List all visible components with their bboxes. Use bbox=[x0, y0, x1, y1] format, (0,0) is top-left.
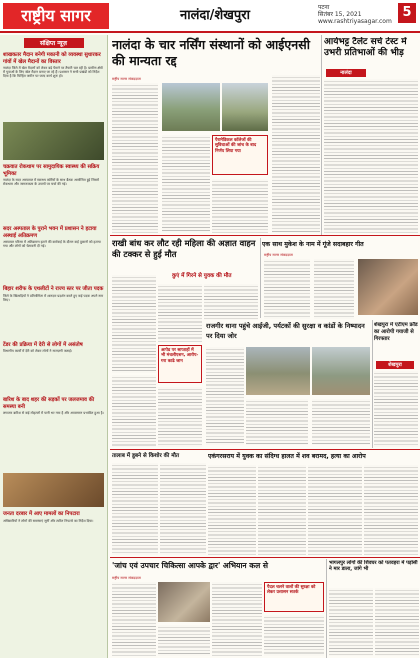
ekangarsarai-text-col-2 bbox=[258, 465, 306, 555]
rajgir-photo bbox=[246, 347, 310, 395]
mukesh-songs-headline: एक साथ मुकेश के नाम में गूंजे सदाबहार गीत bbox=[262, 241, 364, 248]
mukesh-text-col-1 bbox=[264, 259, 310, 319]
accident-text-col-3 bbox=[204, 284, 258, 320]
health-photo bbox=[158, 582, 210, 622]
rajgir-text-col-2 bbox=[246, 399, 308, 445]
newspaper-logo: राष्ट्रीय सागर bbox=[3, 3, 109, 29]
sidebar-item-body: अस्पताल परिसर में अतिक्रमण हटाने की कार्रवाई के दौरान कई दुकानों को हटाया गया और लोगों को चेतावनी दी गई। bbox=[3, 240, 101, 249]
sidebar-photo bbox=[3, 473, 104, 507]
lead-right-headline: आर्यभट्ट टैलेंट सर्च टेस्ट में उभरी प्रतिभाओं की भीड़ bbox=[324, 37, 407, 58]
pond-text-col-2 bbox=[160, 463, 206, 555]
column-divider bbox=[326, 559, 327, 658]
side-pullquote: आपेड पर साप्ताहों में भी मंथलीएशन, आरोप-गरा काढे जान bbox=[158, 345, 202, 383]
location-badge: नालंदा bbox=[326, 69, 366, 77]
pond-text-col-1 bbox=[112, 463, 158, 555]
lead-photo-1 bbox=[162, 83, 220, 131]
column-divider bbox=[372, 320, 373, 448]
lead-text-col-2 bbox=[162, 135, 210, 233]
location-badge: शेखपुरा bbox=[376, 361, 414, 369]
sidebar-item-title: जनता दरबार में आए मामलों का निपटारा bbox=[3, 511, 80, 517]
sidebar-item-body: लगातार बारिश से कई मोहल्लों में पानी भर गया है और आवागमन प्रभावित हुआ है। bbox=[3, 411, 104, 415]
section-rule bbox=[110, 557, 420, 558]
lead-headline: नालंदा के चार नर्सिंग संस्थानों को आईएनसी की मान्यता रद्द bbox=[112, 37, 310, 68]
sidebar-item bbox=[0, 509, 107, 589]
lead-photo-2 bbox=[222, 83, 268, 131]
rajgir-headline: राजगीर थाना पहुंचे आईजी, पर्यटकों की सुरक्षा व कांडों के निष्पादन पर दिया जोर bbox=[206, 322, 365, 340]
sidebar-item-body: नालंदा के सदर अस्पताल में स्वास्थ्य कर्मियों के साथ बैठक आयोजित हुई जिसमें रोकथाम और जागरूकता के उपायों पर चर्चा की गई। bbox=[3, 178, 99, 187]
masthead bbox=[0, 0, 420, 33]
sidebar-photo bbox=[3, 122, 104, 160]
sidebar-item bbox=[0, 50, 107, 120]
brief-news-sidebar bbox=[0, 35, 108, 658]
atm-fraud-headline: शेखपुरा में एटीएम फ्रॉड का आरोपी गयाजी से गिरफ्तार bbox=[374, 322, 418, 342]
health-campaign-headline: 'जांच एवं उपचार चिकित्सा आपके द्वार' अभियान कल से bbox=[112, 561, 269, 570]
pond-drowning-headline: तालाब में डूबने से किशोर की मौत bbox=[112, 453, 180, 459]
lead-text-col-4 bbox=[272, 75, 320, 233]
health-text-col-3 bbox=[212, 582, 262, 656]
well-death-headline: कुएं में गिरने से युवक की मौत bbox=[172, 273, 232, 279]
rajgir-text-col-1 bbox=[206, 347, 244, 445]
column-divider bbox=[260, 238, 261, 318]
sidebar-item bbox=[0, 395, 107, 471]
lead-right-text bbox=[324, 79, 418, 233]
ekangarsarai-text-col-3 bbox=[308, 465, 362, 555]
sidebar-item-title: बारिश के बाद शहर की सड़कों पर जलजमाव की समस्या बनी bbox=[3, 397, 95, 410]
lead-text-col-3 bbox=[212, 179, 268, 233]
accident-text-col-1 bbox=[112, 275, 156, 373]
sidebar-tab: संक्षिप्त न्यूज़ bbox=[24, 38, 84, 48]
bhagalpur-headline: भागलपुर लोगों की शिवघर को पतवहरा में पड़ोसी ने मार डाला, जांगे भी bbox=[329, 560, 418, 573]
sidebar-item-title: टेंडर की प्रक्रिया में देरी से लोगों में असंतोष bbox=[3, 341, 83, 348]
column-divider bbox=[321, 35, 322, 235]
sidebar-item-title: चक्रवात रोकथाम पर सामुदायिक स्वास्थ्य की सक्रिय भूमिका bbox=[3, 164, 100, 177]
accident-headline: राखी बांध कर लौट रही महिला की अज्ञात वाहन की टक्कर से हुई मौत bbox=[112, 238, 256, 259]
accident-text-col-5 bbox=[158, 387, 202, 447]
lead-pullquote: पैरामेडिकल कॉलेजों की सुविधाओं की जांच के बाद निर्णय लिया गया bbox=[212, 135, 268, 175]
sidebar-item-body: विभागीय कार्यों में देरी को लेकर लोगों ने नाराज़गी जताई। bbox=[3, 349, 73, 353]
health-text-col-2 bbox=[158, 625, 210, 656]
health-byline: राष्ट्रीय सागर संवाददाता bbox=[112, 576, 141, 580]
lead-byline: राष्ट्रीय सागर संवाददाता bbox=[112, 77, 141, 81]
accident-text-col-4 bbox=[112, 375, 156, 447]
sidebar-item bbox=[0, 340, 107, 396]
section-rule bbox=[110, 449, 420, 450]
sidebar-item bbox=[0, 224, 107, 284]
main-content bbox=[110, 35, 420, 658]
health-text-col-1 bbox=[112, 582, 156, 656]
sidebar-item-body: अधिकारियों ने लोगों की समस्याएं सुनीं और त्वरित निपटारे का निर्देश दिया। bbox=[3, 518, 94, 523]
page-number: 5 bbox=[398, 3, 416, 23]
sidebar-item-title: सदर अस्पताल के पुराने भवन में प्रशासन ने हटाया अस्थाई अतिक्रमण bbox=[3, 226, 97, 239]
accident-text-col-2 bbox=[158, 284, 202, 342]
ekangarsarai-text-col-1 bbox=[208, 465, 256, 555]
mukesh-text-col-2 bbox=[314, 259, 354, 319]
sidebar-item-title: बिहार शरीफ के एथलीटों ने राज्य स्तर पर जीता पदक bbox=[3, 286, 104, 292]
rajgir-photo-2 bbox=[312, 347, 370, 395]
edition-location: नालंदा/शेखपुरा bbox=[180, 8, 250, 23]
mukesh-byline: राष्ट्रीय सागर संवाददाता bbox=[264, 253, 293, 257]
bhagalpur-text-col-2 bbox=[375, 588, 419, 656]
health-text-col-4 bbox=[264, 615, 324, 656]
bhagalpur-text-col-1 bbox=[329, 588, 373, 656]
sidebar-item bbox=[0, 284, 107, 340]
health-pullquote: पैदल चलने वालों की सुरक्षा को लेकर प्रशासन सतर्क bbox=[264, 582, 324, 612]
sidebar-item-body: नालंदा जिले में खेल मैदानों को लेकर बड़े पैमाने पर तैयारी चल रही है। ग्रामीण क्षेत्रों में युवाओं के लिए खेल मैदान बनाए जा रहे हैं। प्रशासन ने सभी प्रखंडों को निर्देश दिया है कि चिन्हित जमीन पर जल्द कार्य शुरू हो। bbox=[3, 66, 103, 79]
atm-text bbox=[374, 371, 418, 447]
mukesh-photo bbox=[358, 259, 418, 315]
ekangarsarai-headline: एकंगरसराय में युवक का संदिग्ध हालत में शव बरामद, हत्या का आरोप bbox=[208, 453, 366, 460]
sidebar-item-title: शाखकतर मैदान बनेगी मकानी को व्यवस्था सुधारकर गांवों में खेल मैदानों का विस्तार bbox=[3, 52, 101, 65]
ekangarsarai-text-col-4 bbox=[364, 465, 418, 555]
lead-text-col-1 bbox=[112, 83, 158, 233]
sidebar-item-body: जिले के खिलाड़ियों ने प्रतियोगिता में शानदार प्रदर्शन करते हुए कई पदक अपने नाम किए। bbox=[3, 293, 104, 302]
rajgir-text-col-3 bbox=[312, 399, 370, 445]
edition-date: पटना सितंबर 15, 2021 www.rashtriyasagar.com bbox=[318, 4, 392, 25]
sidebar-item bbox=[0, 162, 107, 224]
section-rule bbox=[110, 235, 420, 236]
